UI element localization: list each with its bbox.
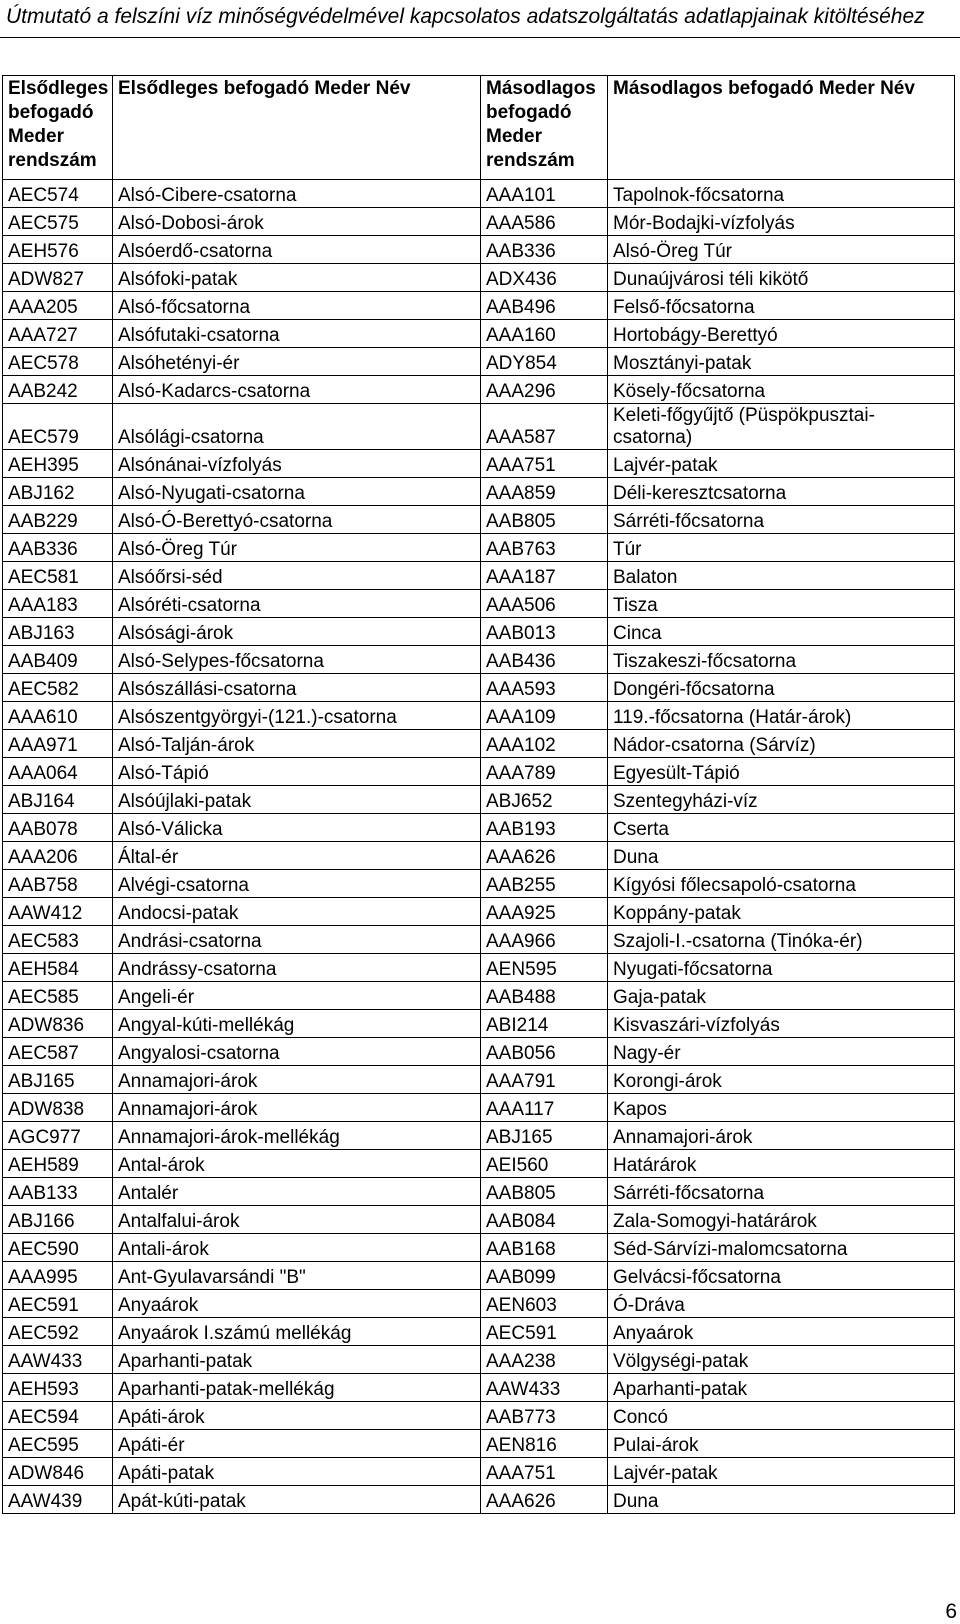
table-row (3, 618, 955, 646)
primary-code-cell: AAB229 (3, 506, 113, 534)
primary-name-cell: Annamajori-árok-mellékág (113, 1122, 481, 1150)
secondary-code-cell: AAA751 (481, 450, 608, 478)
secondary-code-cell: AAB168 (481, 1234, 608, 1262)
table-row (3, 1178, 955, 1206)
table-row (3, 208, 955, 236)
primary-code-cell: AAA205 (3, 292, 113, 320)
primary-name-cell: Alsó-Ó-Berettyó-csatorna (113, 506, 481, 534)
primary-code-cell: AEC575 (3, 208, 113, 236)
primary-code-cell: AAA610 (3, 702, 113, 730)
table-row (3, 1038, 955, 1066)
primary-code-cell: AAW433 (3, 1346, 113, 1374)
table-row (3, 1010, 955, 1038)
primary-code-cell: AEC585 (3, 982, 113, 1010)
primary-code-cell: AAB133 (3, 1178, 113, 1206)
secondary-code-cell: ADY854 (481, 348, 608, 376)
table-row (3, 1486, 955, 1514)
water-body-table (2, 75, 955, 1514)
primary-code-cell: ADW836 (3, 1010, 113, 1038)
secondary-name-cell: Nyugati-főcsatorna (608, 954, 955, 982)
primary-name-cell: Alsószentgyörgyi-(121.)-csatorna (113, 702, 481, 730)
primary-name-cell: Apáti-árok (113, 1402, 481, 1430)
primary-name-cell: Antalfalui-árok (113, 1206, 481, 1234)
table-row (3, 236, 955, 264)
secondary-name-cell: Ó-Dráva (608, 1290, 955, 1318)
primary-code-cell: AAA971 (3, 730, 113, 758)
secondary-code-cell: AAB099 (481, 1262, 608, 1290)
primary-code-cell: AAA064 (3, 758, 113, 786)
secondary-name-cell: Tiszakeszi-főcsatorna (608, 646, 955, 674)
secondary-name-cell: 119.-főcsatorna (Határ-árok) (608, 702, 955, 730)
primary-name-cell: Alsó-Öreg Túr (113, 534, 481, 562)
table-row (3, 450, 955, 478)
secondary-name-cell: Tapolnok-főcsatorna (608, 180, 955, 208)
secondary-code-cell: AAA101 (481, 180, 608, 208)
secondary-code-cell: AAA109 (481, 702, 608, 730)
primary-name-cell: Alsó-főcsatorna (113, 292, 481, 320)
secondary-code-cell: AAA626 (481, 1486, 608, 1514)
table-row (3, 702, 955, 730)
secondary-name-cell: Nagy-ér (608, 1038, 955, 1066)
primary-name-cell: Alsószállási-csatorna (113, 674, 481, 702)
secondary-code-cell: AAA859 (481, 478, 608, 506)
secondary-name-cell: Annamajori-árok (608, 1122, 955, 1150)
secondary-name-cell: Korongi-árok (608, 1066, 955, 1094)
primary-name-cell: Alsóőrsi-séd (113, 562, 481, 590)
secondary-code-cell: AAW433 (481, 1374, 608, 1402)
primary-code-cell: AAB242 (3, 376, 113, 404)
primary-code-cell: AEC594 (3, 1402, 113, 1430)
secondary-name-cell: Kösely-főcsatorna (608, 376, 955, 404)
table-body (3, 180, 955, 1514)
header-secondary-code: Másodlagos befogadó Meder rendszám (481, 76, 608, 180)
primary-name-cell: Apáti-patak (113, 1458, 481, 1486)
secondary-code-cell: AEN816 (481, 1430, 608, 1458)
table-row (3, 1122, 955, 1150)
table-row (3, 1094, 955, 1122)
primary-name-cell: Aparhanti-patak-mellékág (113, 1374, 481, 1402)
primary-name-cell: Aparhanti-patak (113, 1346, 481, 1374)
secondary-code-cell: AAB084 (481, 1206, 608, 1234)
primary-code-cell: ABJ166 (3, 1206, 113, 1234)
secondary-code-cell: AAB013 (481, 618, 608, 646)
secondary-code-cell: AAA593 (481, 674, 608, 702)
secondary-code-cell: AAA789 (481, 758, 608, 786)
secondary-code-cell: AEC591 (481, 1318, 608, 1346)
primary-code-cell: ABJ165 (3, 1066, 113, 1094)
table-row (3, 674, 955, 702)
secondary-name-cell: Duna (608, 842, 955, 870)
secondary-code-cell: AAB805 (481, 1178, 608, 1206)
secondary-code-cell: AAA117 (481, 1094, 608, 1122)
secondary-code-cell: AAB056 (481, 1038, 608, 1066)
primary-code-cell: AAA727 (3, 320, 113, 348)
header-primary-code: Elsődleges befogadó Meder rendszám (3, 76, 113, 180)
secondary-code-cell: AAA187 (481, 562, 608, 590)
secondary-name-cell: Pulai-árok (608, 1430, 955, 1458)
primary-name-cell: Által-ér (113, 842, 481, 870)
primary-name-cell: Alsónánai-vízfolyás (113, 450, 481, 478)
table-row (3, 506, 955, 534)
primary-code-cell: ADW838 (3, 1094, 113, 1122)
table-header-row (3, 76, 955, 180)
primary-name-cell: Ant-Gyulavarsándi "B" (113, 1262, 481, 1290)
secondary-name-cell: Dongéri-főcsatorna (608, 674, 955, 702)
primary-code-cell: AEH395 (3, 450, 113, 478)
secondary-code-cell: AAA238 (481, 1346, 608, 1374)
primary-code-cell: AAW439 (3, 1486, 113, 1514)
primary-name-cell: Angeli-ér (113, 982, 481, 1010)
primary-name-cell: Alsóhetényi-ér (113, 348, 481, 376)
primary-name-cell: Alsó-Válicka (113, 814, 481, 842)
primary-name-cell: Alsó-Nyugati-csatorna (113, 478, 481, 506)
primary-code-cell: AAB078 (3, 814, 113, 842)
table-row (3, 1430, 955, 1458)
primary-name-cell: Alsósági-árok (113, 618, 481, 646)
primary-code-cell: AEC595 (3, 1430, 113, 1458)
secondary-name-cell: Lajvér-patak (608, 450, 955, 478)
primary-code-cell: AAB758 (3, 870, 113, 898)
primary-name-cell: Anyaárok (113, 1290, 481, 1318)
primary-name-cell: Annamajori-árok (113, 1066, 481, 1094)
secondary-code-cell: AAA102 (481, 730, 608, 758)
table-row (3, 870, 955, 898)
table-row (3, 982, 955, 1010)
primary-code-cell: AEH576 (3, 236, 113, 264)
secondary-name-cell: Sárréti-főcsatorna (608, 1178, 955, 1206)
primary-name-cell: Alsóerdő-csatorna (113, 236, 481, 264)
primary-name-cell: Antali-árok (113, 1234, 481, 1262)
secondary-name-cell: Gelvácsi-főcsatorna (608, 1262, 955, 1290)
secondary-name-cell: Séd-Sárvízi-malomcsatorna (608, 1234, 955, 1262)
table-row (3, 646, 955, 674)
secondary-name-cell: Lajvér-patak (608, 1458, 955, 1486)
primary-code-cell: ABJ163 (3, 618, 113, 646)
secondary-name-cell: Mosztányi-patak (608, 348, 955, 376)
primary-code-cell: AEC592 (3, 1318, 113, 1346)
secondary-code-cell: AAA966 (481, 926, 608, 954)
secondary-name-cell: Dunaújvárosi téli kikötő (608, 264, 955, 292)
secondary-code-cell: AEN603 (481, 1290, 608, 1318)
primary-code-cell: AAA183 (3, 590, 113, 618)
secondary-name-cell: Duna (608, 1486, 955, 1514)
primary-code-cell: AAB409 (3, 646, 113, 674)
table-row (3, 180, 955, 208)
secondary-code-cell: AAA586 (481, 208, 608, 236)
secondary-name-cell: Anyaárok (608, 1318, 955, 1346)
secondary-name-cell: Felső-főcsatorna (608, 292, 955, 320)
primary-code-cell: AEC583 (3, 926, 113, 954)
secondary-name-cell: Concó (608, 1402, 955, 1430)
primary-code-cell: AAB336 (3, 534, 113, 562)
primary-name-cell: Alsó-Kadarcs-csatorna (113, 376, 481, 404)
secondary-name-cell: Kígyósi főlecsapoló-csatorna (608, 870, 955, 898)
primary-name-cell: Alsóújlaki-patak (113, 786, 481, 814)
primary-name-cell: Apáti-ér (113, 1430, 481, 1458)
primary-name-cell: Annamajori-árok (113, 1094, 481, 1122)
primary-code-cell: AEC581 (3, 562, 113, 590)
title-divider (0, 37, 960, 38)
secondary-name-cell: Sárréti-főcsatorna (608, 506, 955, 534)
secondary-name-cell: Kisvaszári-vízfolyás (608, 1010, 955, 1038)
secondary-name-cell: Túr (608, 534, 955, 562)
secondary-code-cell: AAB805 (481, 506, 608, 534)
table-row (3, 320, 955, 348)
secondary-name-cell: Cinca (608, 618, 955, 646)
primary-code-cell: AEC574 (3, 180, 113, 208)
secondary-name-cell: Aparhanti-patak (608, 1374, 955, 1402)
primary-code-cell: AEC591 (3, 1290, 113, 1318)
secondary-code-cell: AAA626 (481, 842, 608, 870)
secondary-name-cell: Cserta (608, 814, 955, 842)
table-row (3, 1346, 955, 1374)
secondary-name-cell: Szentegyházi-víz (608, 786, 955, 814)
table-row (3, 842, 955, 870)
primary-name-cell: Alsó-Tápió (113, 758, 481, 786)
primary-name-cell: Angyal-kúti-mellékág (113, 1010, 481, 1038)
primary-code-cell: ABJ162 (3, 478, 113, 506)
secondary-code-cell: AAA587 (481, 404, 608, 450)
secondary-code-cell: AAA296 (481, 376, 608, 404)
table-row (3, 404, 955, 450)
table-row (3, 786, 955, 814)
table-row (3, 1458, 955, 1486)
secondary-code-cell: ADX436 (481, 264, 608, 292)
secondary-code-cell: AAB496 (481, 292, 608, 320)
table-row (3, 814, 955, 842)
table-row (3, 1318, 955, 1346)
primary-name-cell: Alsófutaki-csatorna (113, 320, 481, 348)
secondary-code-cell: AAB763 (481, 534, 608, 562)
secondary-name-cell: Hortobágy-Berettyó (608, 320, 955, 348)
table-row (3, 348, 955, 376)
primary-name-cell: Alsóréti-csatorna (113, 590, 481, 618)
table-row (3, 730, 955, 758)
primary-code-cell: AEH593 (3, 1374, 113, 1402)
primary-name-cell: Alsó-Dobosi-árok (113, 208, 481, 236)
table-row (3, 1066, 955, 1094)
secondary-name-cell: Alsó-Öreg Túr (608, 236, 955, 264)
primary-code-cell: AEC590 (3, 1234, 113, 1262)
primary-name-cell: Antalér (113, 1178, 481, 1206)
primary-code-cell: AGC977 (3, 1122, 113, 1150)
secondary-name-cell: Kapos (608, 1094, 955, 1122)
primary-name-cell: Alsó-Talján-árok (113, 730, 481, 758)
table-row (3, 954, 955, 982)
secondary-name-cell: Határárok (608, 1150, 955, 1178)
primary-code-cell: AEC578 (3, 348, 113, 376)
primary-name-cell: Alsólági-csatorna (113, 404, 481, 450)
secondary-code-cell: ABI214 (481, 1010, 608, 1038)
primary-code-cell: AEH589 (3, 1150, 113, 1178)
primary-name-cell: Andrási-csatorna (113, 926, 481, 954)
secondary-code-cell: AAB336 (481, 236, 608, 264)
table-row (3, 898, 955, 926)
primary-code-cell: AAW412 (3, 898, 113, 926)
primary-name-cell: Apát-kúti-patak (113, 1486, 481, 1514)
table-row (3, 264, 955, 292)
table-row (3, 478, 955, 506)
table-row (3, 292, 955, 320)
primary-name-cell: Alsófoki-patak (113, 264, 481, 292)
table-row (3, 1290, 955, 1318)
secondary-name-cell: Keleti-főgyűjtő (Püspökpusztai-csatorna) (608, 404, 955, 450)
secondary-name-cell: Déli-keresztcsatorna (608, 478, 955, 506)
secondary-code-cell: AAB488 (481, 982, 608, 1010)
primary-code-cell: ABJ164 (3, 786, 113, 814)
page-number: 6 (945, 1600, 957, 1623)
primary-name-cell: Alsó-Cibere-csatorna (113, 180, 481, 208)
secondary-name-cell: Koppány-patak (608, 898, 955, 926)
secondary-name-cell: Tisza (608, 590, 955, 618)
secondary-name-cell: Szajoli-I.-csatorna (Tinóka-ér) (608, 926, 955, 954)
primary-name-cell: Andocsi-patak (113, 898, 481, 926)
primary-code-cell: AAA206 (3, 842, 113, 870)
primary-name-cell: Anyaárok I.számú mellékág (113, 1318, 481, 1346)
primary-name-cell: Antal-árok (113, 1150, 481, 1178)
secondary-name-cell: Balaton (608, 562, 955, 590)
secondary-code-cell: AAB436 (481, 646, 608, 674)
secondary-code-cell: AEI560 (481, 1150, 608, 1178)
primary-name-cell: Angyalosi-csatorna (113, 1038, 481, 1066)
table-row (3, 1150, 955, 1178)
secondary-code-cell: AAA751 (481, 1458, 608, 1486)
table-row (3, 376, 955, 404)
primary-code-cell: AAA995 (3, 1262, 113, 1290)
table-row (3, 758, 955, 786)
primary-code-cell: AEC587 (3, 1038, 113, 1066)
secondary-code-cell: AAB255 (481, 870, 608, 898)
secondary-name-cell: Nádor-csatorna (Sárvíz) (608, 730, 955, 758)
primary-code-cell: ADW827 (3, 264, 113, 292)
table-row (3, 1234, 955, 1262)
secondary-code-cell: AEN595 (481, 954, 608, 982)
primary-name-cell: Alsó-Selypes-főcsatorna (113, 646, 481, 674)
primary-name-cell: Alvégi-csatorna (113, 870, 481, 898)
table-row (3, 1206, 955, 1234)
primary-code-cell: ADW846 (3, 1458, 113, 1486)
secondary-code-cell: ABJ165 (481, 1122, 608, 1150)
table-row (3, 562, 955, 590)
table-row (3, 1402, 955, 1430)
secondary-code-cell: AAA160 (481, 320, 608, 348)
table-row (3, 926, 955, 954)
table-row (3, 1374, 955, 1402)
document-title: Útmutató a felszíni víz minőségvédelmével kapcsolatos adatszolgáltatás adatlapjainak kitöltéséhez (6, 5, 925, 28)
table-row (3, 1262, 955, 1290)
primary-code-cell: AEH584 (3, 954, 113, 982)
primary-code-cell: AEC582 (3, 674, 113, 702)
secondary-name-cell: Gaja-patak (608, 982, 955, 1010)
secondary-code-cell: AAA506 (481, 590, 608, 618)
primary-name-cell: Andrássy-csatorna (113, 954, 481, 982)
table-row (3, 534, 955, 562)
primary-code-cell: AEC579 (3, 404, 113, 450)
secondary-name-cell: Egyesült-Tápió (608, 758, 955, 786)
secondary-code-cell: AAB193 (481, 814, 608, 842)
secondary-code-cell: AAA925 (481, 898, 608, 926)
secondary-code-cell: AAB773 (481, 1402, 608, 1430)
secondary-name-cell: Mór-Bodajki-vízfolyás (608, 208, 955, 236)
table-row (3, 590, 955, 618)
secondary-name-cell: Völgységi-patak (608, 1346, 955, 1374)
header-secondary-name: Másodlagos befogadó Meder Név (608, 76, 955, 180)
secondary-name-cell: Zala-Somogyi-határárok (608, 1206, 955, 1234)
secondary-code-cell: ABJ652 (481, 786, 608, 814)
secondary-code-cell: AAA791 (481, 1066, 608, 1094)
header-primary-name: Elsődleges befogadó Meder Név (113, 76, 481, 180)
